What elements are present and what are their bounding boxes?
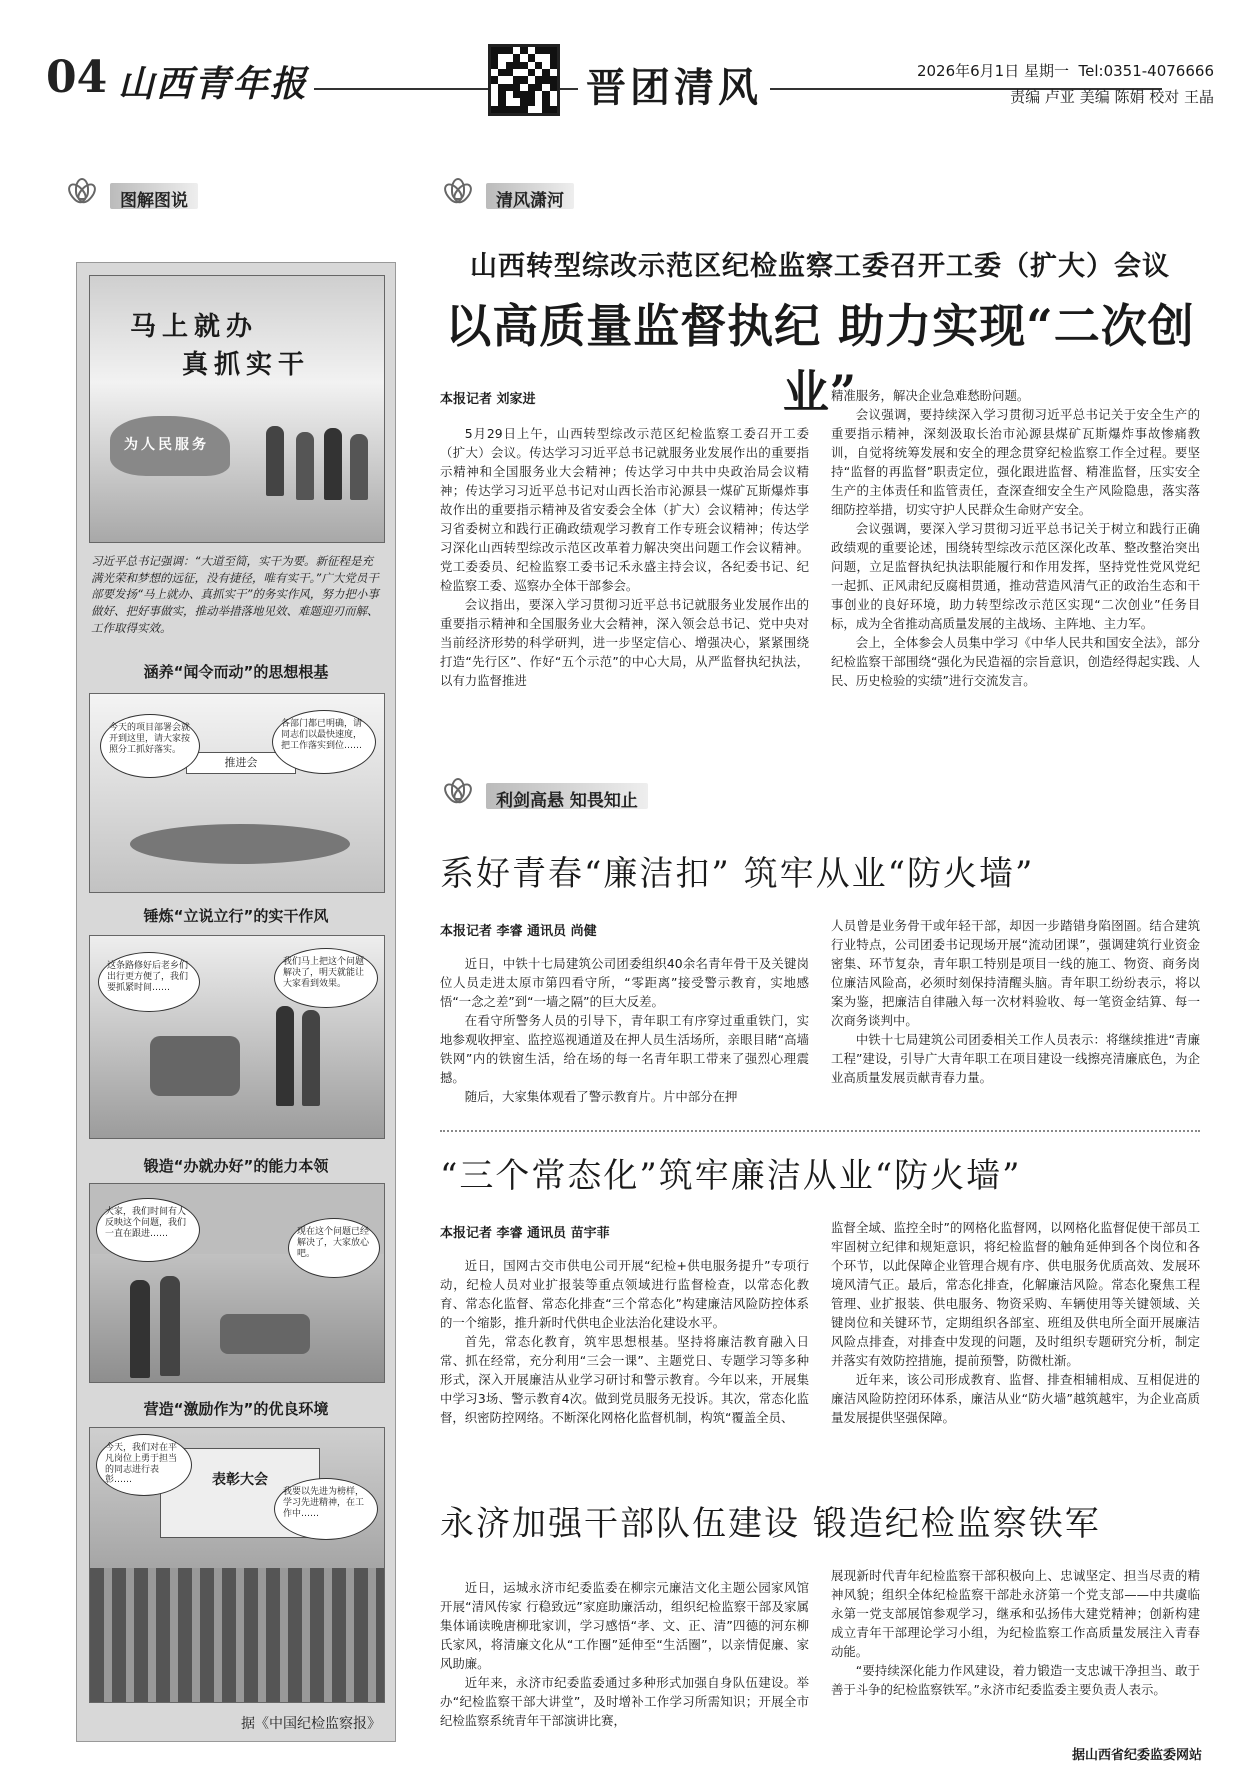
source-credit: 据《中国纪检监察报》 [241, 1716, 381, 1732]
speech-bubble: 现在这个问题已经解决了，大家放心吧。 [288, 1218, 380, 1278]
tag-tujie [62, 176, 198, 216]
figures [266, 426, 376, 526]
speech-bubble: 这条路修好后老乡们出行更方便了，我们要抓紧时间…… [98, 952, 200, 1012]
article4-title: 永济加强干部队伍建设 锻造纪检监察铁军 [440, 1504, 1101, 1544]
stage-text: 表彰大会 [212, 1472, 268, 1488]
article1-main-title: 以高质量监督执纪 助力实现“二次创业” [445, 299, 1195, 419]
paragraph: “要持续深化能力作风建设，着力锻造一支忠诚干净担当、敢于善于斗争的纪检监察铁军。”永济市纪委监委主要负责人表示。 [831, 1663, 1200, 1697]
meeting-screen: 推进会 [186, 752, 296, 774]
vegetable-basket [220, 1314, 310, 1354]
article4-col1 [440, 1566, 809, 1730]
paragraph: 监督全域、监控全时”的网格化监督网，以网格化监督促使干部员工牢固树立纪律和规矩意识，将纪检监督的触角延伸到各个岗位和各个环节，以此保障企业管理合规有序、供电服务优质高效、发展环境风清气正。最后，常态化排查，化解廉洁风险。常态化聚焦工程管理、业扩报装、供电服务、物资采购、车辆使用等关键领域、关键岗位和关键环节，定期组织各部室、班组及供电所全面开展廉洁风险点排查，对排查中发现的问题，及时组织专题研究分析，制定并落实有效防控措施，提前预警，防微杜渐。 [831, 1220, 1200, 1368]
paragraph: 会议指出，要深入学习贯彻习近平总书记就服务业发展作出的重要指示精神和全国服务业大会精神，深入领会总书记、党中央对当前经济形势的科学研判，进一步坚定信心、增强决心，紧紧围绕打造“先行区”、作好“五个示范”的中心大局，从严监督执纪执法，以有力监督推进 [440, 597, 809, 688]
article3-title: “三个常态化”筑牢廉洁从业“防火墙” [440, 1156, 1022, 1196]
caption-2 [77, 905, 395, 926]
stone-text: 为人民服务 [124, 437, 209, 453]
caption-3 [77, 1155, 395, 1176]
caption-4 [77, 1398, 395, 1419]
article2-title: 系好青春“廉洁扣” 筑牢从业“防火墙” [440, 854, 1035, 894]
tel: Tel:0351-4076666 [1078, 62, 1214, 80]
figure [160, 1276, 180, 1376]
paragraph: 近年来，永济市纪委监委通过多种形式加强自身队伍建设。举办“纪检监察干部大讲堂”，及时增补工作学习所需知识；开展全市纪检监察系统青年干部演讲比赛， [440, 1675, 809, 1728]
paragraph: 精准服务，解决企业急难愁盼问题。 [831, 388, 1030, 403]
article1-col2 [831, 386, 1200, 690]
paragraph: 近日，中铁十七局建筑公司团委组织40余名青年骨干及关键岗位人员走进太原市第四看守所，“零距离”接受警示教育，实地感悟“一念之差”到“一墙之隔”的巨大反差。 [440, 956, 809, 1009]
paragraph: 会议强调，要持续深入学习贯彻习近平总书记关于安全生产的重要指示精神，深刻汲取长治市沁源县煤矿瓦斯爆炸事故惨痛教训，自觉将统筹发展和安全的理念贯穿纪检监察工作全过程。要坚持“监督的再监督”职责定位，强化跟进监督、精准监督，压实安全生产的主体责任和监管责任，查深查细安全生产风险隐患，落实落细防控举措，切实守护人民群众生命财产安全。 [831, 407, 1200, 517]
article1-byline: 本报记者 刘家进 [440, 392, 536, 407]
dateline [911, 60, 1214, 81]
speech-bubble: 我要以先进为榜样，学习先进精神，在工作中…… [274, 1478, 378, 1540]
article4-col2 [831, 1566, 1200, 1730]
paragraph: 中铁十七局建筑公司团委相关工作人员表示：将继续推进“青廉工程”建设，引导广大青年职工在项目建设一线擦亮清廉底色，为企业高质量发展贡献青春力量。 [831, 1032, 1200, 1085]
tag-qingfeng [438, 176, 574, 216]
tag-label: 清风潇河 [486, 183, 574, 209]
illustration-ceremony [89, 1427, 385, 1703]
tag-label: 利剑高悬 知畏知止 [486, 783, 648, 809]
paragraph: 展现新时代青年纪检监察干部积极向上、忠诚坚定、担当尽责的精神风貌；组织全体纪检监察干部赴永济第一个党支部——中共虞临永第一党支部展馆参观学习，继承和弘扬伟大建党精神；创新构建成立青年干部理论学习小组，为纪检监察工作高质量发展注入青春动能。 [831, 1568, 1200, 1659]
paragraph: 首先，常态化教育，筑牢思想根基。坚持将廉洁教育融入日常、抓在经常，充分利用“三会一课”、主题党日、专题学习等多种形式，深入开展廉洁从业学习研讨和警示教育。今年以来，开展集中学习3场、警示教育4次。做到党员服务无投诉。其次，常态化监督，织密防控网络。不断深化网格化监督机制，构筑“覆盖全员、 [440, 1334, 809, 1425]
banner-line-2: 真抓实干 [182, 350, 311, 380]
illustration-meeting [89, 693, 385, 893]
editors: 责编 卢亚 美编 陈娟 校对 王晶 [1010, 88, 1214, 106]
figure [276, 1006, 294, 1106]
speech-bubble: 今天的项目部署会就开到这里，请大家按照分工抓好落实。 [100, 714, 200, 778]
tag-label: 图解图说 [110, 183, 198, 209]
stone [110, 416, 230, 476]
paragraph: 会议强调，要深入学习贯彻习近平总书记关于树立和践行正确政绩观的重要论述，围绕转型综改示范区深化改革、整改整治突出问题，立足监督执纪执法职能履行和作用发挥，坚持党性党风党纪一起抓、正风肃纪反腐相贯通，推动营造风清气正的政治生态和干事创业的良好环境，助力转型综改示范区实现“二次创业”任务目标，成为全省推动高质量发展的主战场、主阵地、主力军。 [831, 521, 1200, 631]
caption-text: 锻造“办就办好”的能力本领 [138, 1157, 335, 1175]
paragraph: 近日，运城永济市纪委监委在柳宗元廉洁文化主题公园家风馆开展“清风传家 行稳致远”家庭助廉活动，组织纪检监察干部及家属集体诵读晚唐柳玭家训，学习感悟“孝、文、正、清”四德的河东柳氏家风，将清廉文化从“工作圈”延伸至“生活圈”，以亲情促廉、家风助廉。 [440, 1580, 809, 1671]
tricycle [150, 1036, 240, 1096]
caption-text: 营造“激励作为”的优良环境 [138, 1400, 335, 1418]
audience [90, 1568, 385, 1703]
paragraph: 会上，全体参会人员集中学习《中华人民共和国安全法》，部分纪检监察干部围绕“强化为民造福的宗旨意识，创造经得起实践、人民、历史检验的实绩”进行交流发言。 [831, 635, 1200, 688]
meeting-table [130, 824, 350, 864]
paragraph: 在看守所警务人员的引导下，青年职工有序穿过重重铁门，实地参观收押室、监控巡视通道及在押人员生活场所，亲眼目睹“高墙铁网”内的铁窗生活，给在场的每一名青年职工带来了强烈心理震撼。 [440, 1013, 809, 1085]
speech-bubble: 我们马上把这个问题解决了，明天就能让大家看到效果。 [274, 948, 378, 1008]
paragraph: 近日，国网古交市供电公司开展“纪检+供电服务提升”专项行动，纪检人员对业扩报装等重点领域进行监督检查，以常态化教育、常态化监督、常态化排查“三个常态化”构建廉洁风险防控体系的一个缩影，推升新时代供电企业法治化建设水平。 [440, 1258, 809, 1330]
divider [440, 1130, 1200, 1132]
article1-col1 [440, 410, 809, 690]
flower-icon [438, 776, 478, 816]
paragraph: 5月29日上午，山西转型综改示范区纪检监察工委召开工委（扩大）会议。传达学习习近平总书记就服务业发展作出的重要指示精神和全国服务业大会精神；传达学习中共中央政治局会议精神；传达学习习近平总书记对山西长治市沁源县一煤矿瓦斯爆炸事故作出的重要指示精神及省安委会全体（扩大）会议精神；传达学习省委树立和践行正确政绩观学习教育工作专班会议精神；传达学习深化山西转型综改示范区改革着力解决突出问题工作会议精神。党工委委员、纪检监察工委书记禾永盛主持会议，各纪委书记、纪检监察工委、巡察办全体干部参会。 [440, 426, 809, 593]
caption-1 [77, 661, 395, 682]
article2-col1 [440, 944, 809, 1106]
speech-bubble: 大家，我们时间有人反映这个问题，我们一直在跟进…… [96, 1198, 200, 1262]
caption-text: 锤炼“立说立行”的实干作风 [138, 907, 335, 925]
speech-bubble: 各部门都已明确，请同志们以最快速度，把工作落实到位…… [272, 710, 376, 774]
article4-source: 据山西省纪委监委网站 [1071, 1748, 1202, 1763]
figure [130, 1280, 150, 1378]
section-title: 晋团清风 [578, 56, 770, 113]
article4-body [440, 1566, 1200, 1730]
banner-line-1: 马上就办 [130, 312, 259, 342]
paragraph: 随后，大家集体观看了警示教育片。片中部分在押 [464, 1089, 738, 1104]
page-number: 04 [46, 52, 108, 103]
article3-col1 [440, 1246, 809, 1427]
article1-sup-title: 山西转型综改示范区纪检监察工委召开工委（扩大）会议 [470, 251, 1170, 282]
article3-col2 [831, 1218, 1200, 1427]
illustration-top [89, 275, 385, 543]
paragraph: 人员曾是业务骨干或年轻干部，却因一步踏错身陷囹圄。结合建筑行业特点，公司团委书记现场开展“流动团课”，强调建筑行业资金密集、环节复杂，青年职工特别是项目一线的施工、物资、商务岗位廉洁风险高，必须时刻保持清醒头脑。青年职工纷纷表示，将以案为鉴，把廉洁自律融入每一次材料验收、每一笔资金结算、每一次商务谈判中。 [831, 918, 1200, 1028]
flower-icon [438, 176, 478, 216]
qr-code [488, 44, 560, 116]
illustration-village [89, 935, 385, 1139]
article2-byline: 本报记者 李睿 通讯员 尚健 [440, 924, 597, 939]
intro-text: 习近平总书记强调：“大道至简，实干为要。新征程是充满光荣和梦想的远征，没有捷径，唯有实干。”广大党员干部要发扬“马上就办、真抓实干”的务实作风，努力把小事做好、把好事做实，推动举措落地见效、难题迎刃而解、工作取得实效。 [91, 554, 379, 635]
flower-icon [62, 176, 102, 216]
article3-byline: 本报记者 李睿 通讯员 苗宇菲 [440, 1226, 610, 1241]
figure [302, 1010, 320, 1106]
caption-text: 涵养“闻令而动”的思想根基 [138, 663, 335, 681]
paper-logo: 山西青年报 [118, 56, 314, 107]
tag-lijian [438, 776, 648, 816]
paragraph: 近年来，该公司形成教育、监督、排查相辅相成、互相促进的廉洁风险防控闭环体系，廉洁从业“防火墙”越筑越牢，为企业高质量发展提供坚强保障。 [831, 1372, 1200, 1425]
date: 2026年6月1日 星期一 [916, 62, 1069, 80]
speech-bubble: 今天，我们对在平凡岗位上勇于担当的同志进行表彰…… [96, 1434, 192, 1496]
infographic-panel [76, 262, 396, 1742]
article2-col2 [831, 916, 1200, 1106]
illustration-vegetables [89, 1183, 385, 1383]
